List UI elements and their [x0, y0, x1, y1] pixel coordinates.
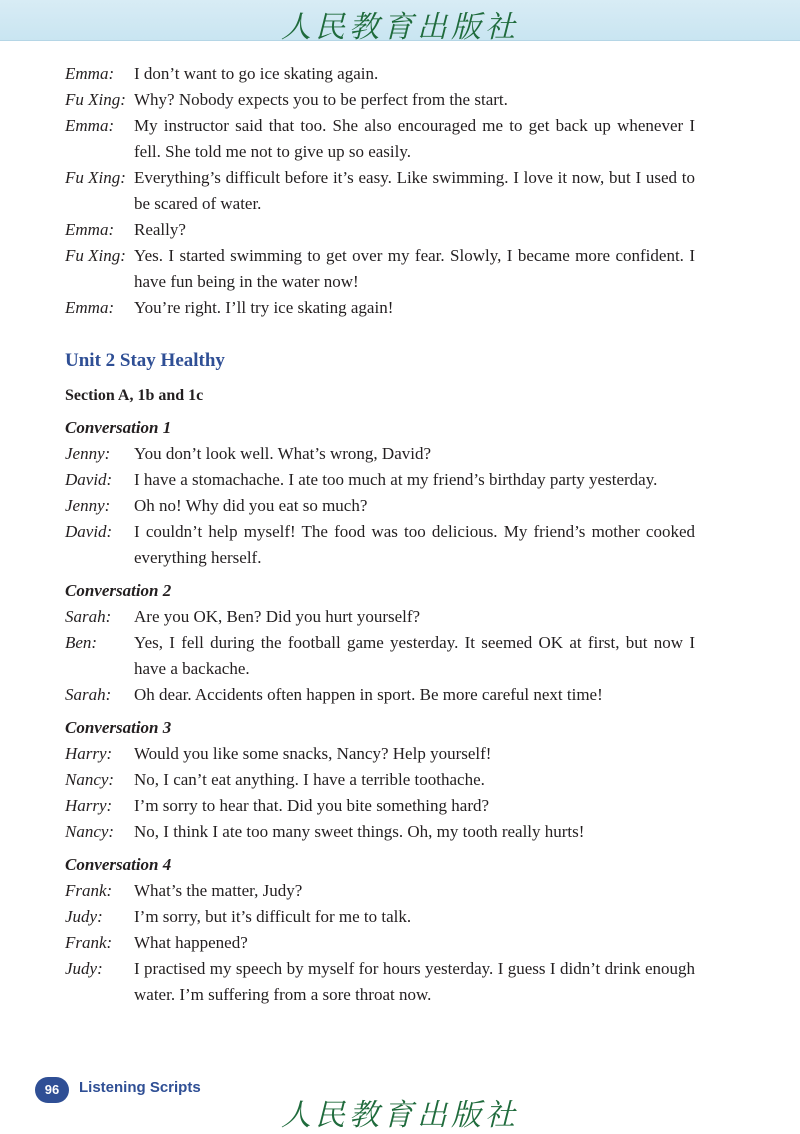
- unit-title: Unit 2 Stay Healthy: [65, 350, 225, 371]
- dialogue-line: [65, 217, 695, 243]
- dialogue-line: [65, 878, 695, 904]
- speaker: David:: [65, 522, 113, 541]
- line-text: I couldn’t help myself! The food was too delicious. My friend’s mother cooked everything herself.: [134, 522, 695, 567]
- speaker: Fu Xing:: [65, 246, 126, 265]
- publisher-logo-top: 人民教育出版社: [281, 10, 519, 45]
- dialogue-line: [65, 113, 695, 165]
- line-text: Oh dear. Accidents often happen in sport. Be more careful next time!: [134, 685, 603, 704]
- line-text: No, I can’t eat anything. I have a terrible toothache.: [134, 770, 485, 789]
- speaker: Nancy:: [65, 822, 115, 841]
- line-text: What’s the matter, Judy?: [134, 881, 303, 900]
- dialogue-line: [65, 519, 695, 571]
- speaker: Harry:: [65, 744, 113, 763]
- page-number-badge: 96: [35, 1077, 69, 1103]
- speaker: Sarah:: [65, 607, 112, 626]
- line-text: Really?: [134, 220, 186, 239]
- conversation-title: Conversation 1: [65, 418, 172, 437]
- conversation-3: [65, 715, 695, 845]
- line-text: Yes, I fell during the football game yesterday. It seemed OK at first, but now I have a backache.: [134, 633, 695, 678]
- line-text: You’re right. I’ll try ice skating again!: [134, 298, 394, 317]
- speaker: Fu Xing:: [65, 168, 126, 187]
- line-text: What happened?: [134, 933, 248, 952]
- line-text: I have a stomachache. I ate too much at my friend’s birthday party yesterday.: [134, 470, 658, 489]
- dialogue-line: [65, 767, 695, 793]
- section-title: Section A, 1b and 1c: [65, 387, 204, 404]
- dialogue-line: [65, 467, 695, 493]
- line-text: Why? Nobody expects you to be perfect from the start.: [134, 90, 508, 109]
- page-content: [65, 61, 695, 1008]
- dialogue-line: [65, 819, 695, 845]
- line-text: You don’t look well. What’s wrong, David?: [134, 444, 432, 463]
- speaker: Jenny:: [65, 496, 111, 515]
- speaker: Sarah:: [65, 685, 112, 704]
- speaker: Frank:: [65, 933, 113, 952]
- speaker: Judy:: [65, 907, 103, 926]
- line-text: I’m sorry, but it’s difficult for me to talk.: [134, 907, 412, 926]
- speaker: Ben:: [65, 633, 98, 652]
- line-text: Oh no! Why did you eat so much?: [134, 496, 368, 515]
- speaker: Emma:: [65, 64, 115, 83]
- dialogue-line: [65, 441, 695, 467]
- dialogue-line: [65, 604, 695, 630]
- line-text: Would you like some snacks, Nancy? Help yourself!: [134, 744, 492, 763]
- dialogue-top: [65, 61, 695, 321]
- line-text: Everything’s difficult before it’s easy. Like swimming. I love it now, but I used to be scared of water.: [134, 168, 695, 213]
- speaker: Jenny:: [65, 444, 111, 463]
- conversation-4: [65, 852, 695, 1008]
- speaker: Emma:: [65, 220, 115, 239]
- line-text: No, I think I ate too many sweet things. Oh, my tooth really hurts!: [134, 822, 585, 841]
- speaker: Frank:: [65, 881, 113, 900]
- line-text: I practised my speech by myself for hours yesterday. I guess I didn’t drink enough water. I’m suffering from a sore throat now.: [134, 959, 695, 1004]
- conversation-title: Conversation 4: [65, 855, 172, 874]
- speaker: Harry:: [65, 796, 113, 815]
- dialogue-line: [65, 165, 695, 217]
- conversation-title: Conversation 2: [65, 581, 172, 600]
- speaker: Fu Xing:: [65, 90, 126, 109]
- dialogue-line: [65, 904, 695, 930]
- dialogue-line: [65, 87, 695, 113]
- line-text: Are you OK, Ben? Did you hurt yourself?: [134, 607, 421, 626]
- speaker: Emma:: [65, 116, 115, 135]
- line-text: I’m sorry to hear that. Did you bite something hard?: [134, 796, 490, 815]
- conversation-2: [65, 578, 695, 708]
- dialogue-line: [65, 630, 695, 682]
- dialogue-line: [65, 956, 695, 1008]
- dialogue-line: [65, 61, 695, 87]
- dialogue-line: [65, 682, 695, 708]
- speaker: Judy:: [65, 959, 103, 978]
- dialogue-line: [65, 793, 695, 819]
- line-text: My instructor said that too. She also encouraged me to get back up whenever I fell. She told me not to give up so easily.: [134, 116, 695, 161]
- speaker: David:: [65, 470, 113, 489]
- dialogue-line: [65, 741, 695, 767]
- conversation-1: [65, 415, 695, 571]
- dialogue-line: [65, 295, 695, 321]
- dialogue-line: [65, 493, 695, 519]
- speaker: Nancy:: [65, 770, 115, 789]
- conversation-title: Conversation 3: [65, 718, 172, 737]
- footer-label: Listening Scripts: [79, 1079, 201, 1096]
- line-text: I don’t want to go ice skating again.: [134, 64, 379, 83]
- line-text: Yes. I started swimming to get over my fear. Slowly, I became more confident. I have fun being in the water now!: [134, 246, 695, 291]
- publisher-logo-bottom: 人民教育出版社: [281, 1098, 519, 1133]
- dialogue-line: [65, 243, 695, 295]
- dialogue-line: [65, 930, 695, 956]
- speaker: Emma:: [65, 298, 115, 317]
